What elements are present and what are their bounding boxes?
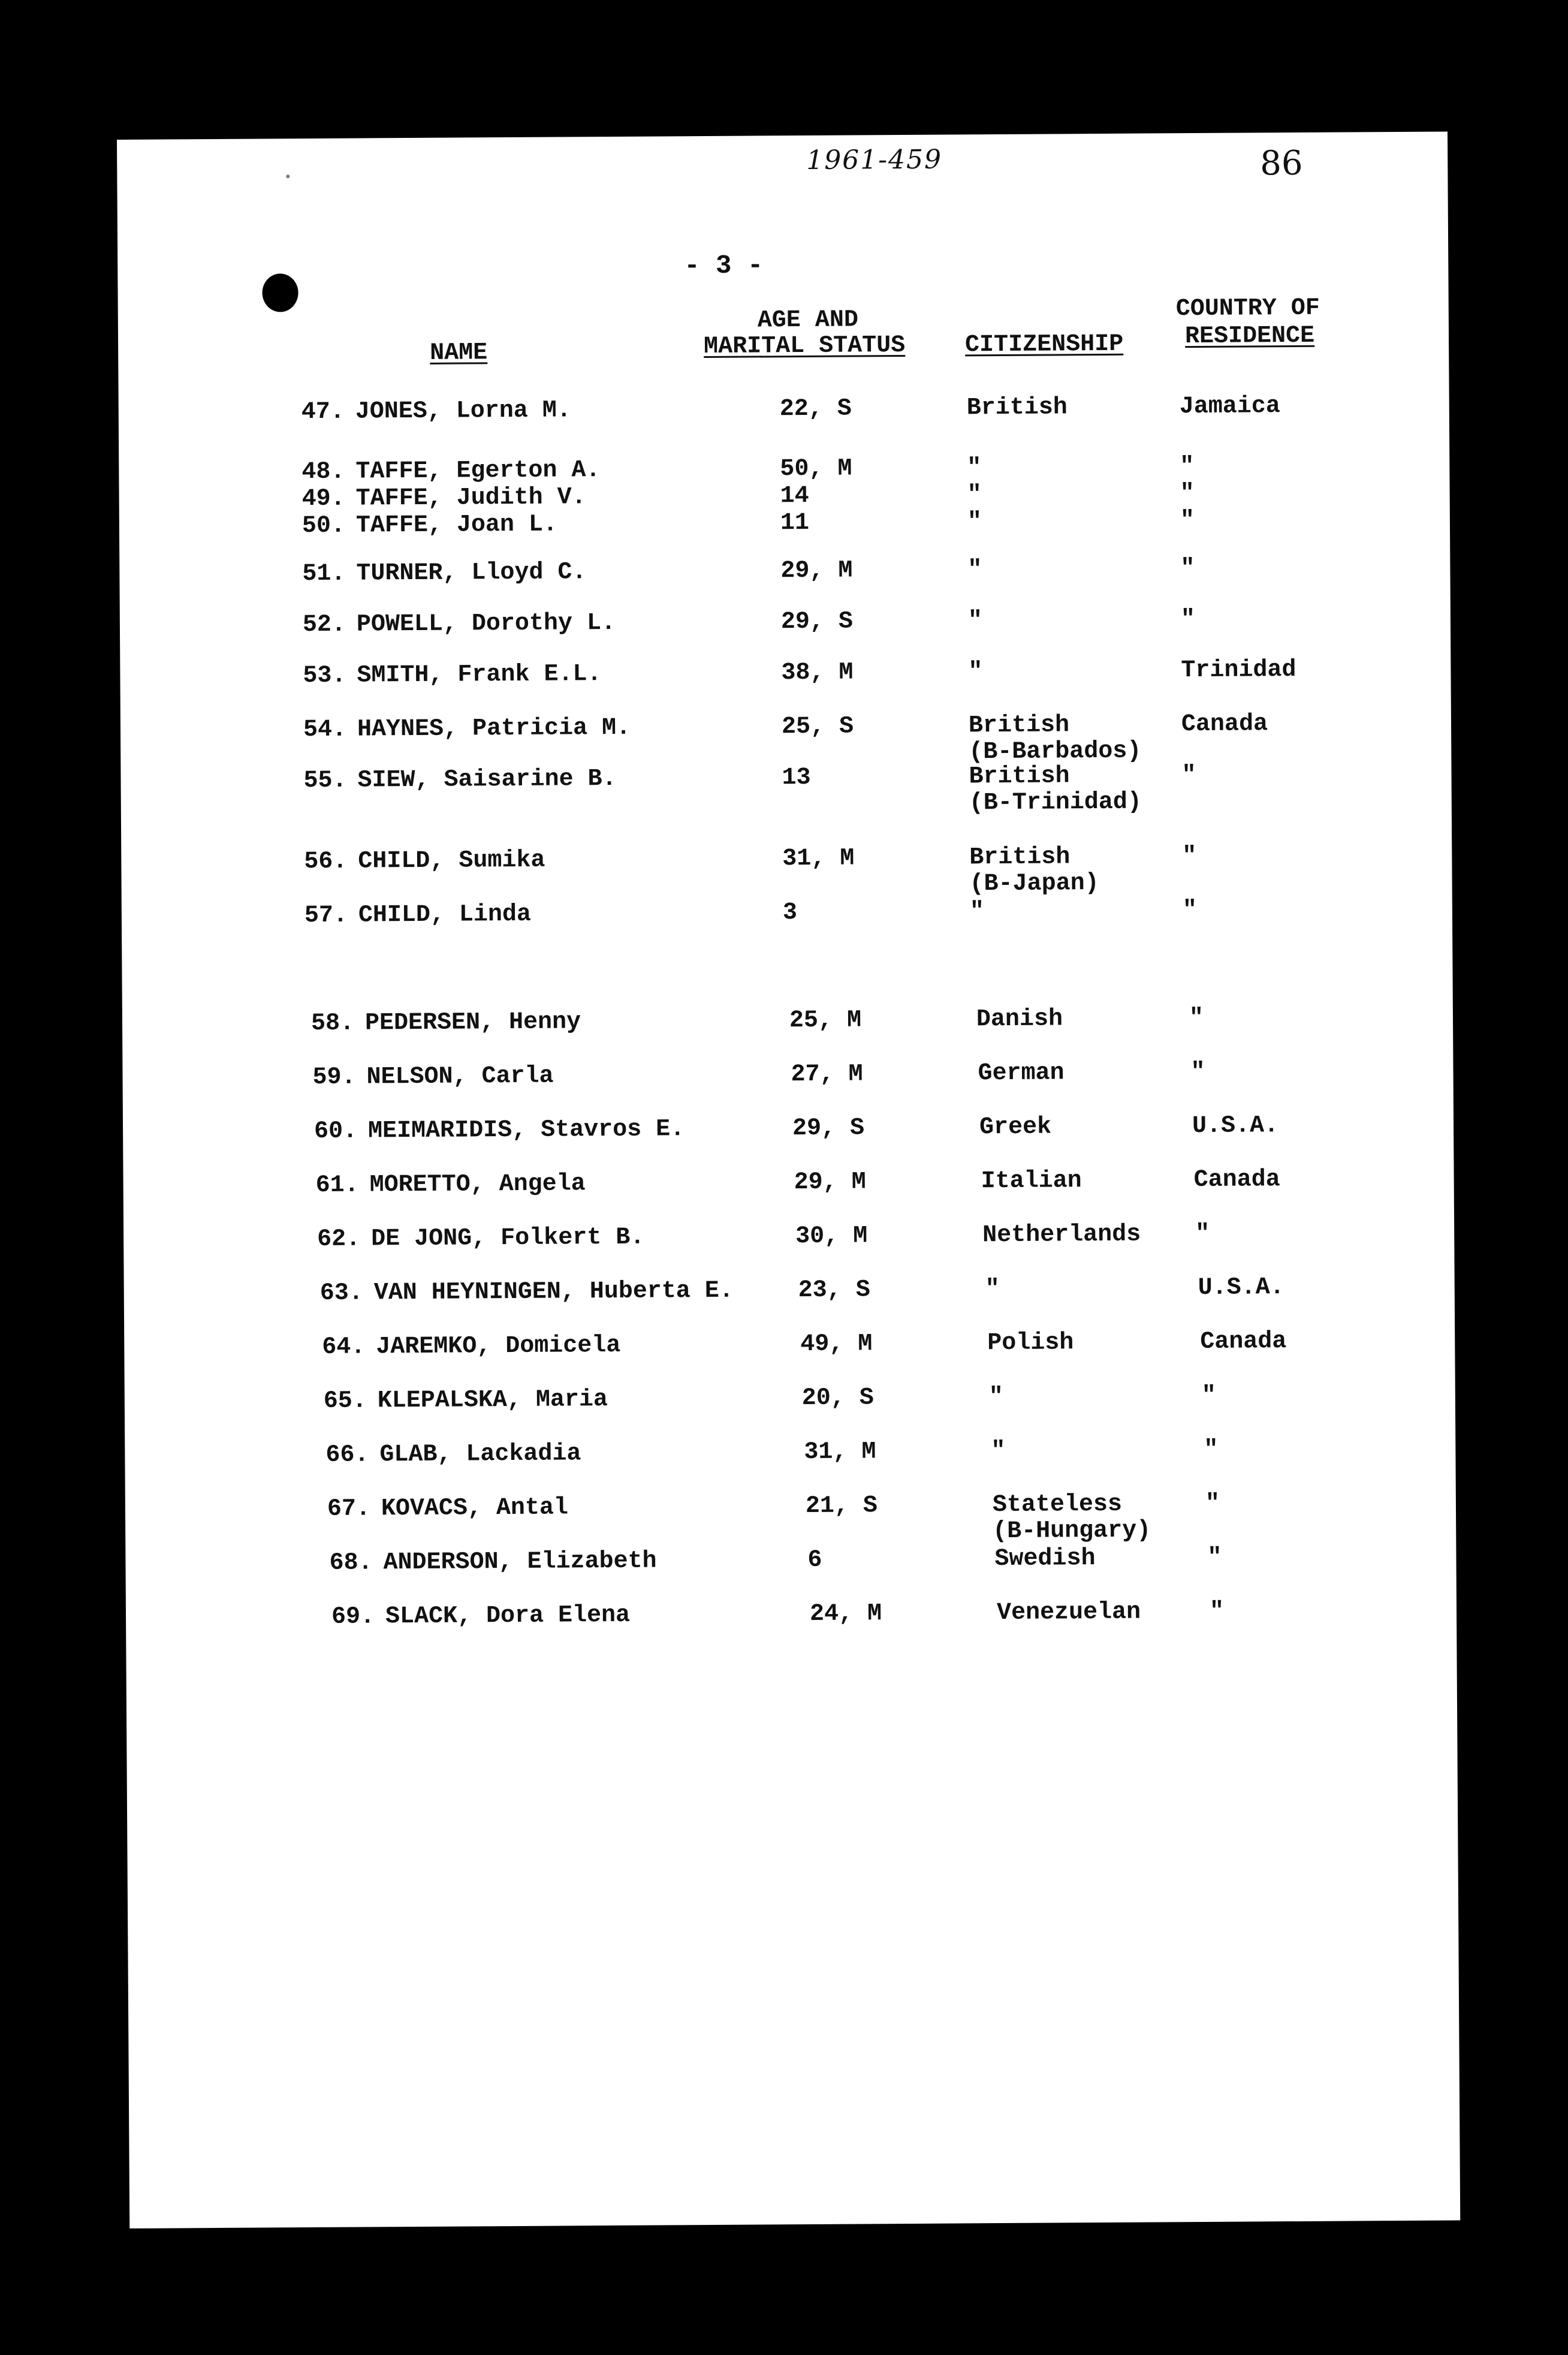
passenger-name: TAFFE, Egerton A.: [355, 457, 601, 486]
citizenship: Polish: [987, 1329, 1074, 1357]
age-marital-status: 38, M: [781, 659, 854, 687]
country-of-residence: ": [1180, 480, 1195, 508]
age-marital-status: 25, S: [781, 713, 854, 741]
column-header-residence-line1: COUNTRY OF: [1175, 294, 1320, 323]
citizenship: ": [967, 508, 982, 536]
row-number: 48.: [301, 458, 345, 486]
citizenship: ": [967, 607, 983, 635]
age-marital-status: 31, M: [804, 1438, 876, 1466]
citizenship: British: [968, 712, 1070, 740]
age-marital-status: 22, S: [779, 395, 852, 423]
row-number: 56.: [304, 848, 348, 876]
age-marital-status: 30, M: [795, 1222, 868, 1251]
age-marital-status: 29, S: [792, 1115, 865, 1143]
column-header-citizenship: CITIZENSHIP: [964, 330, 1124, 359]
age-marital-status: 14: [780, 482, 809, 510]
row-number: 59.: [312, 1064, 356, 1092]
citizenship: ": [967, 556, 982, 584]
age-marital-status: 29, M: [780, 557, 853, 585]
citizenship: British: [966, 394, 1068, 422]
country-of-residence: Jamaica: [1179, 393, 1280, 421]
country-of-residence: Canada: [1200, 1328, 1287, 1356]
passenger-name: TURNER, Lloyd C.: [356, 559, 587, 588]
country-of-residence: U.S.A.: [1198, 1274, 1284, 1302]
age-marital-status: 49, M: [800, 1330, 873, 1359]
country-of-residence: U.S.A.: [1192, 1112, 1279, 1140]
page-number: 86: [1260, 143, 1303, 183]
passenger-name: KOVACS, Antal: [381, 1494, 569, 1523]
country-of-residence: Canada: [1181, 710, 1268, 739]
passenger-name: DE JONG, Folkert B.: [371, 1224, 645, 1253]
row-number: 58.: [310, 1010, 355, 1038]
row-number: 65.: [323, 1387, 367, 1415]
citizenship: (B-Trinidad): [969, 788, 1142, 817]
row-number: 57.: [304, 902, 348, 930]
citizenship: (B-Barbados): [969, 737, 1142, 766]
row-number: 54.: [303, 716, 347, 744]
age-marital-status: 29, S: [780, 608, 854, 636]
row-number: 55.: [303, 767, 347, 795]
age-marital-status: 29, M: [794, 1169, 866, 1197]
citizenship: Danish: [976, 1005, 1063, 1034]
row-number: 60.: [313, 1118, 358, 1146]
speck: [286, 174, 290, 178]
passenger-name: VAN HEYNINGEN, Huberta E.: [373, 1277, 734, 1307]
citizenship: ": [988, 1384, 1003, 1411]
passenger-name: SIEW, Saisarine B.: [357, 765, 617, 794]
citizenship: Venezuelan: [996, 1598, 1141, 1627]
country-of-residence: ": [1180, 507, 1195, 535]
age-marital-status: 27, M: [791, 1061, 863, 1089]
country-of-residence: ": [1209, 1598, 1225, 1625]
citizenship: ": [969, 898, 985, 926]
country-of-residence: ": [1182, 897, 1198, 924]
country-of-residence: ": [1180, 606, 1196, 634]
country-of-residence: ": [1182, 843, 1197, 871]
country-of-residence: ": [1201, 1382, 1216, 1410]
citizenship: ": [967, 481, 982, 509]
age-marital-status: 23, S: [798, 1276, 870, 1305]
passenger-name: MORETTO, Angela: [369, 1170, 586, 1199]
passenger-name: JONES, Lorna M.: [355, 397, 571, 426]
age-marital-status: 3: [782, 899, 798, 927]
citizenship: (B-Hungary): [993, 1517, 1151, 1546]
row-number: 67.: [327, 1495, 371, 1523]
passenger-name: NELSON, Carla: [366, 1062, 554, 1091]
country-of-residence: ": [1205, 1490, 1220, 1517]
age-marital-status: 20, S: [801, 1384, 875, 1413]
row-number: 61.: [315, 1172, 359, 1200]
row-number: 50.: [301, 512, 346, 540]
citizenship: Italian: [981, 1167, 1082, 1195]
passenger-name: CHILD, Linda: [358, 901, 532, 929]
row-number: 69.: [331, 1603, 375, 1631]
row-number: 66.: [325, 1441, 369, 1469]
passenger-name: CHILD, Sumika: [358, 847, 545, 875]
passenger-name: TAFFE, Joan L.: [355, 511, 558, 540]
passenger-name: HAYNES, Patricia M.: [357, 714, 631, 743]
passenger-name: TAFFE, Judith V.: [355, 484, 586, 513]
passenger-name: MEIMARIDIS, Stavros E.: [367, 1116, 685, 1145]
age-marital-status: 6: [807, 1546, 822, 1574]
country-of-residence: Canada: [1193, 1166, 1280, 1194]
country-of-residence: ": [1207, 1544, 1222, 1571]
passenger-name: SMITH, Frank E.L.: [357, 661, 602, 689]
handwritten-reference: 1961-459: [806, 144, 943, 176]
sheet-number: - 3 -: [684, 251, 764, 282]
citizenship: German: [978, 1059, 1065, 1088]
row-number: 63.: [319, 1279, 363, 1307]
age-marital-status: 50, M: [780, 455, 852, 483]
citizenship: Netherlands: [982, 1221, 1141, 1249]
passenger-name: POWELL, Dorothy L.: [356, 609, 616, 639]
row-number: 49.: [301, 485, 345, 513]
citizenship: (B-Japan): [969, 870, 1099, 898]
citizenship: British: [969, 844, 1071, 872]
passenger-name: SLACK, Dora Elena: [385, 1601, 631, 1631]
passenger-name: JAREMKO, Domicela: [376, 1332, 621, 1361]
column-header-residence-line2: RESIDENCE: [1184, 322, 1315, 351]
document-page: [117, 131, 1460, 2228]
age-marital-status: 11: [780, 509, 810, 537]
age-marital-status: 24, M: [809, 1600, 882, 1628]
country-of-residence: ": [1180, 453, 1195, 481]
age-marital-status: 21, S: [805, 1492, 878, 1520]
country-of-residence: ": [1190, 1058, 1205, 1086]
column-header-age-line2: MARITAL STATUS: [703, 332, 906, 361]
column-header-name: NAME: [430, 339, 488, 367]
row-number: 47.: [301, 398, 345, 426]
citizenship: ": [991, 1437, 1006, 1465]
age-marital-status: 31, M: [782, 845, 855, 873]
citizenship: Greek: [979, 1113, 1052, 1142]
passenger-name: ANDERSON, Elizabeth: [383, 1547, 657, 1577]
punch-hole: [262, 273, 298, 312]
country-of-residence: ": [1189, 1004, 1204, 1032]
row-number: 53.: [303, 662, 346, 690]
row-number: 51.: [302, 560, 346, 588]
citizenship: British: [969, 763, 1070, 791]
age-marital-status: 13: [782, 764, 811, 792]
passenger-name: GLAB, Lackadia: [379, 1440, 581, 1469]
country-of-residence: ": [1180, 555, 1195, 583]
citizenship: ": [967, 454, 982, 482]
country-of-residence: Trinidad: [1181, 656, 1296, 685]
citizenship: Swedish: [994, 1545, 1096, 1573]
passenger-name: KLEPALSKA, Maria: [377, 1386, 608, 1415]
row-number: 68.: [329, 1549, 373, 1577]
citizenship: ": [968, 658, 983, 686]
country-of-residence: ": [1204, 1436, 1219, 1463]
country-of-residence: ": [1181, 762, 1196, 790]
column-header-age-line1: AGE AND: [757, 306, 859, 335]
country-of-residence: ": [1195, 1220, 1210, 1248]
passenger-name: PEDERSEN, Henny: [364, 1008, 581, 1037]
row-number: 52.: [302, 611, 346, 639]
row-number: 64.: [322, 1333, 366, 1361]
citizenship: Stateless: [992, 1490, 1123, 1519]
citizenship: ": [985, 1276, 1000, 1303]
row-number: 62.: [317, 1225, 361, 1253]
age-marital-status: 25, M: [789, 1007, 862, 1035]
